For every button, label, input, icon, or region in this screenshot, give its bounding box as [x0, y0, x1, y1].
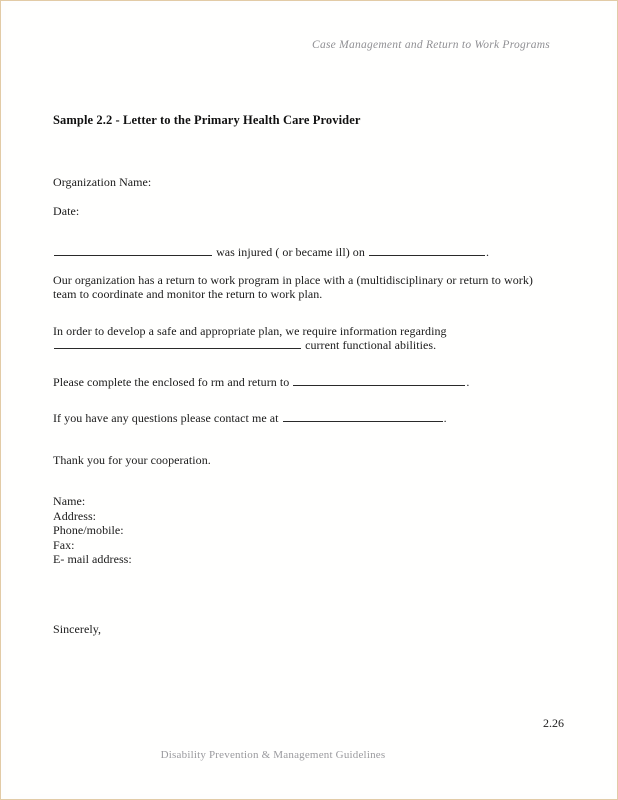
- contact-name-label: Name:: [53, 494, 86, 508]
- spacer-before-contact: [53, 467, 553, 494]
- questions-text: If you have any questions please contact me at: [53, 411, 279, 425]
- date-label: Date:: [53, 203, 80, 218]
- paragraph-plan-line2: current functional abilities.: [305, 338, 437, 352]
- spacer-org-date: [53, 190, 553, 204]
- spacer-before-questions: [53, 389, 553, 411]
- contact-phone-label: Phone/mobile:: [53, 523, 124, 537]
- letter-body: [53, 113, 553, 636]
- request-form-text: Please complete the enclosed fo rm and return to: [53, 374, 290, 389]
- spacer-before-injury-line: [53, 218, 553, 245]
- contact-address-label: Address:: [53, 508, 97, 523]
- injury-line-text: was injured ( or became ill) on: [216, 245, 365, 259]
- questions-line: [53, 411, 553, 426]
- paragraph-plan-line1: In order to develop a safe and appropriate plan, we require information regarding: [53, 323, 447, 338]
- injury-line: [53, 245, 553, 260]
- paragraph-plan: [53, 324, 553, 353]
- patient-name-blank[interactable]: [54, 338, 301, 349]
- injury-date-blank[interactable]: [369, 245, 485, 256]
- page-number: 2.26: [543, 716, 564, 730]
- contact-email-label: E- mail address:: [53, 552, 132, 566]
- contact-block: [53, 494, 553, 567]
- request-form-period: .: [466, 374, 470, 389]
- injury-name-blank[interactable]: [54, 245, 212, 256]
- injury-line-period: .: [485, 245, 490, 259]
- contact-at-blank[interactable]: [283, 411, 443, 422]
- return-to-blank[interactable]: [293, 375, 465, 386]
- footer-text: [6, 749, 612, 761]
- paragraph-program: Our organization has a return to work program in place with a (multidisciplinary or return to work) team to coordinate and monitor the return to work plan.: [53, 272, 533, 301]
- page-title: Sample 2.2 - Letter to the Primary Health Care Provider: [53, 113, 361, 127]
- spacer-after-title: [53, 128, 553, 175]
- spacer-before-request: [53, 353, 553, 375]
- closing-line: Sincerely,: [53, 621, 102, 636]
- spacer-before-closing: [53, 567, 553, 622]
- thanks-line: Thank you for your cooperation.: [53, 452, 211, 467]
- page-inner-surface: [6, 6, 612, 794]
- organization-name-label: Organization Name:: [53, 175, 152, 189]
- spacer-before-program-para: [53, 260, 553, 273]
- spacer-before-thanks: [53, 426, 553, 453]
- request-form-line: [53, 375, 553, 390]
- contact-fax-label: Fax:: [53, 537, 75, 552]
- spacer-before-plan-para: [53, 302, 553, 324]
- running-head: Case Management and Return to Work Programs: [312, 39, 550, 51]
- questions-period: .: [443, 411, 447, 425]
- footer-label: Disability Prevention & Management Guidelines: [160, 749, 386, 761]
